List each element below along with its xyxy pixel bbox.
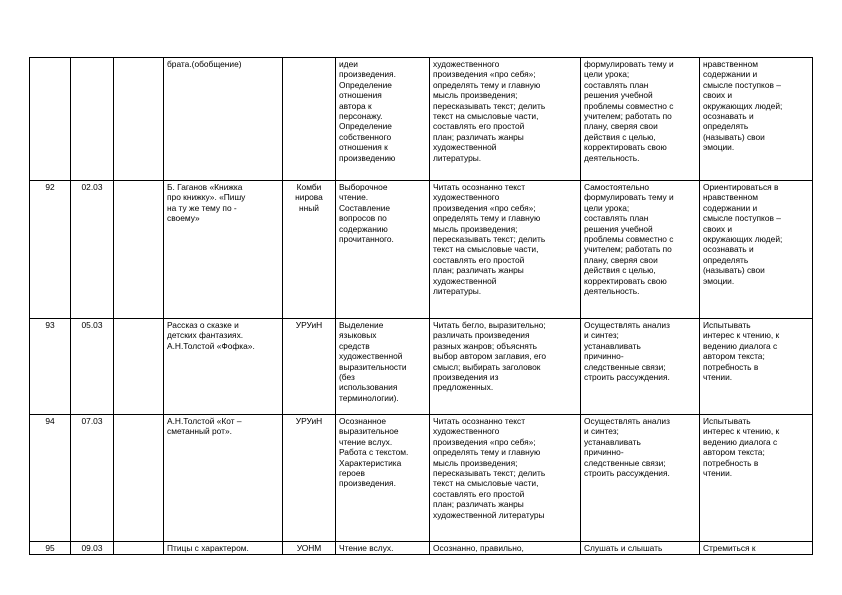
lesson-date: 09.03: [71, 542, 114, 555]
lesson-meta-results: Осуществлять анализ и синтез; устанавливать причинно- следственные связи; строить рассуждения.: [581, 415, 700, 542]
lesson-actual-date: [114, 181, 164, 319]
lesson-content: Выборочное чтение. Составление вопросов по содержанию прочитанного.: [336, 181, 430, 319]
lesson-meta-results: формулировать тему и цели урока; составлять план решения учебной проблемы совместно с учителем; работать по плану, сверяя свои действия с целью, корректировать свою деятельность.: [581, 58, 700, 181]
lesson-subject-results: Осознанно, правильно,: [430, 542, 581, 555]
lesson-subject-results: Читать бегло, выразительно; различать произведения разных жанров; объяснять выбор автором заглавия, его смысл; выбирать заголовок произведения из предложенных.: [430, 319, 581, 415]
lesson-topic: А.Н.Толстой «Кот – сметанный рот».: [164, 415, 283, 542]
lesson-topic: брата.(обобщение): [164, 58, 283, 181]
lesson-content: Выделение языковых средств художественной выразительности (без использования терминологии).: [336, 319, 430, 415]
lesson-topic: Б. Гаганов «Книжка про книжку». «Пишу на ту же тему по - своему»: [164, 181, 283, 319]
lesson-actual-date: [114, 58, 164, 181]
lesson-date: [71, 58, 114, 181]
table-row: [30, 319, 813, 415]
lesson-date: 07.03: [71, 415, 114, 542]
lesson-type: [283, 58, 336, 181]
lesson-number: [30, 58, 71, 181]
table-row: [30, 181, 813, 319]
lesson-meta-results: Слушать и слышать: [581, 542, 700, 555]
lesson-type: УРУиН: [283, 415, 336, 542]
lesson-subject-results: Читать осознанно текст художественного произведения «про себя»; определять тему и главную мысль произведения; пересказывать текст; делить текст на смысловые части, составлять его простой план; различать жанры художественной литературы.: [430, 181, 581, 319]
lesson-actual-date: [114, 415, 164, 542]
lesson-topic: Рассказ о сказке и детских фантазиях. А.Н.Толстой «Фофка».: [164, 319, 283, 415]
lesson-personal-results: Испытывать интерес к чтению, к ведению диалога с автором текста; потребность в чтении.: [700, 415, 813, 542]
lesson-actual-date: [114, 319, 164, 415]
lesson-number: 92: [30, 181, 71, 319]
lesson-type: УРУиН: [283, 319, 336, 415]
lesson-personal-results: нравственном содержании и смысле поступков – своих и окружающих людей; осознавать и определять (называть) свои эмоции.: [700, 58, 813, 181]
lesson-number: 95: [30, 542, 71, 555]
lesson-personal-results: Ориентироваться в нравственном содержании и смысле поступков – своих и окружающих людей; осознавать и определять (называть) свои эмоции.: [700, 181, 813, 319]
lesson-type: Комби нирова нный: [283, 181, 336, 319]
lesson-plan-table: [29, 57, 813, 555]
lesson-content: идеи произведения. Определение отношения автора к персонажу. Определение собственного отношения к произведению: [336, 58, 430, 181]
lesson-content: Чтение вслух.: [336, 542, 430, 555]
table-row: [30, 58, 813, 181]
lesson-date: 05.03: [71, 319, 114, 415]
lesson-personal-results: Испытывать интерес к чтению, к ведению диалога с автором текста; потребность в чтении.: [700, 319, 813, 415]
lesson-date: 02.03: [71, 181, 114, 319]
lesson-number: 93: [30, 319, 71, 415]
lesson-meta-results: Осуществлять анализ и синтез; устанавливать причинно- следственные связи; строить рассуждения.: [581, 319, 700, 415]
lesson-meta-results: Самостоятельно формулировать тему и цели урока; составлять план решения учебной проблемы совместно с учителем; работать по плану, сверяя свои действия с целью, корректировать свою деятельность.: [581, 181, 700, 319]
table-row: [30, 542, 813, 555]
lesson-subject-results: Читать осознанно текст художественного произведения «про себя»; определять тему и главную мысль произведения; пересказывать текст; делить текст на смысловые части, составлять его простой план; различать жанры художественной литературы: [430, 415, 581, 542]
lesson-personal-results: Стремиться к: [700, 542, 813, 555]
lesson-topic: Птицы с характером.: [164, 542, 283, 555]
lesson-type: УОНМ: [283, 542, 336, 555]
table-row: [30, 415, 813, 542]
lesson-actual-date: [114, 542, 164, 555]
lesson-number: 94: [30, 415, 71, 542]
lesson-subject-results: художественного произведения «про себя»; определять тему и главную мысль произведения; пересказывать текст; делить текст на смысловые части, составлять его простой план; различать жанры художественной литературы.: [430, 58, 581, 181]
lesson-content: Осознанное выразительное чтение вслух. Работа с текстом. Характеристика героев произведения.: [336, 415, 430, 542]
